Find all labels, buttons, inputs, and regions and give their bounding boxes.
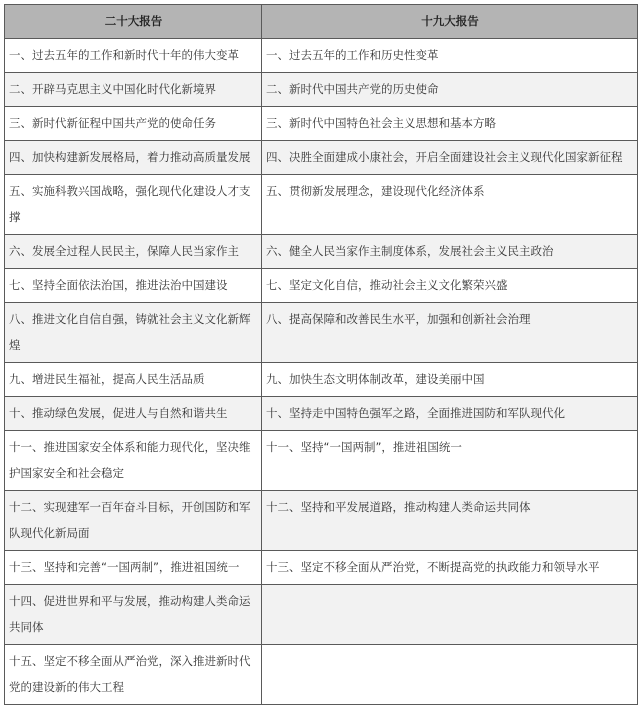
cell-20th-report: 二、开辟马克思主义中国化时代化新境界 <box>5 73 262 107</box>
table-row <box>5 585 638 645</box>
table-row <box>5 73 638 107</box>
table-row <box>5 551 638 585</box>
header-19th-report: 十九大报告 <box>262 5 638 39</box>
table-row <box>5 491 638 551</box>
cell-20th-report: 十四、促进世界和平与发展，推动构建人类命运共同体 <box>5 585 262 645</box>
table-header-row <box>5 5 638 39</box>
cell-19th-report: 十二、坚持和平发展道路，推动构建人类命运共同体 <box>262 491 638 551</box>
cell-20th-report: 七、坚持全面依法治国，推进法治中国建设 <box>5 269 262 303</box>
cell-19th-report: 八、提高保障和改善民生水平，加强和创新社会治理 <box>262 303 638 363</box>
table-row <box>5 39 638 73</box>
table-row <box>5 141 638 175</box>
cell-20th-report: 一、过去五年的工作和新时代十年的伟大变革 <box>5 39 262 73</box>
header-20th-report: 二十大报告 <box>5 5 262 39</box>
table-row <box>5 397 638 431</box>
cell-20th-report: 六、发展全过程人民民主，保障人民当家作主 <box>5 235 262 269</box>
table-row <box>5 645 638 705</box>
table-body <box>5 39 638 705</box>
cell-20th-report: 五、实施科教兴国战略，强化现代化建设人才支撑 <box>5 175 262 235</box>
cell-20th-report: 九、增进民生福祉，提高人民生活品质 <box>5 363 262 397</box>
table-row <box>5 269 638 303</box>
cell-20th-report: 十五、坚定不移全面从严治党，深入推进新时代党的建设新的伟大工程 <box>5 645 262 705</box>
table-row <box>5 235 638 269</box>
cell-20th-report: 八、推进文化自信自强，铸就社会主义文化新辉煌 <box>5 303 262 363</box>
cell-19th-report: 十、坚持走中国特色强军之路，全面推进国防和军队现代化 <box>262 397 638 431</box>
cell-19th-report: 三、新时代中国特色社会主义思想和基本方略 <box>262 107 638 141</box>
cell-20th-report: 十一、推进国家安全体系和能力现代化，坚决维护国家安全和社会稳定 <box>5 431 262 491</box>
cell-20th-report: 十三、坚持和完善“一国两制”，推进祖国统一 <box>5 551 262 585</box>
table-row <box>5 107 638 141</box>
cell-19th-report: 七、坚定文化自信，推动社会主义文化繁荣兴盛 <box>262 269 638 303</box>
table-row <box>5 363 638 397</box>
table-row <box>5 431 638 491</box>
cell-20th-report: 三、新时代新征程中国共产党的使命任务 <box>5 107 262 141</box>
cell-19th-report <box>262 645 638 705</box>
cell-19th-report: 十三、坚定不移全面从严治党，不断提高党的执政能力和领导水平 <box>262 551 638 585</box>
cell-19th-report: 四、决胜全面建成小康社会，开启全面建设社会主义现代化国家新征程 <box>262 141 638 175</box>
table-row <box>5 175 638 235</box>
cell-19th-report: 十一、坚持“一国两制”，推进祖国统一 <box>262 431 638 491</box>
table-row <box>5 303 638 363</box>
cell-19th-report <box>262 585 638 645</box>
cell-20th-report: 十二、实现建军一百年奋斗目标，开创国防和军队现代化新局面 <box>5 491 262 551</box>
cell-19th-report: 五、贯彻新发展理念，建设现代化经济体系 <box>262 175 638 235</box>
cell-20th-report: 十、推动绿色发展，促进人与自然和谐共生 <box>5 397 262 431</box>
report-comparison-table <box>4 4 638 705</box>
cell-19th-report: 二、新时代中国共产党的历史使命 <box>262 73 638 107</box>
cell-19th-report: 一、过去五年的工作和历史性变革 <box>262 39 638 73</box>
cell-20th-report: 四、加快构建新发展格局，着力推动高质量发展 <box>5 141 262 175</box>
cell-19th-report: 九、加快生态文明体制改革，建设美丽中国 <box>262 363 638 397</box>
cell-19th-report: 六、健全人民当家作主制度体系，发展社会主义民主政治 <box>262 235 638 269</box>
